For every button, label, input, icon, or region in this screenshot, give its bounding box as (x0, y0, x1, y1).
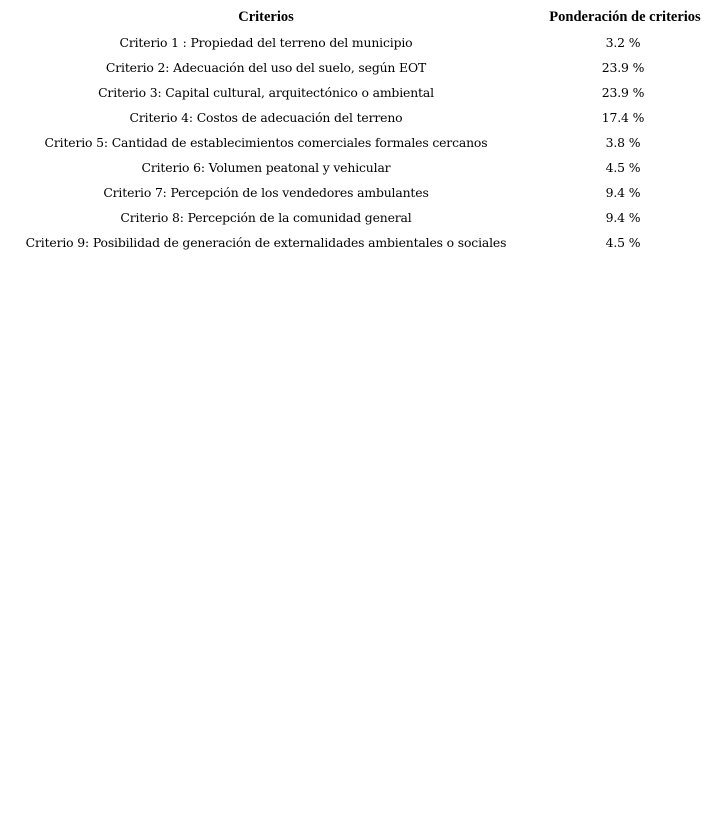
table-row (0, 180, 714, 205)
table-row (0, 55, 714, 80)
weight-cell: 3.8 % (605, 135, 641, 150)
weight-cell: 17.4 % (601, 110, 645, 125)
criterion-cell: Criterio 9: Posibilidad de generación de externalidades ambientales o sociales (25, 235, 507, 250)
table-row (0, 155, 714, 180)
table-row (0, 30, 714, 55)
table-row (0, 205, 714, 230)
criteria-weighting-table (0, 5, 714, 255)
criterion-cell: Criterio 3: Capital cultural, arquitectónico o ambiental (98, 85, 434, 100)
criterion-cell: Criterio 6: Volumen peatonal y vehicular (141, 160, 391, 175)
criterion-cell: Criterio 1 : Propiedad del terreno del municipio (119, 35, 413, 50)
table-row (0, 230, 714, 255)
criterion-cell: Criterio 2: Adecuación del uso del suelo, según EOT (105, 60, 427, 75)
table-row (0, 105, 714, 130)
weight-cell: 4.5 % (605, 160, 641, 175)
weight-cell: 3.2 % (605, 35, 641, 50)
column-header-criterios: Criterios (238, 9, 294, 25)
criterion-cell: Criterio 4: Costos de adecuación del terreno (129, 110, 403, 125)
weight-cell: 9.4 % (605, 185, 641, 200)
criterion-cell: Criterio 7: Percepción de los vendedores ambulantes (103, 185, 429, 200)
weight-cell: 9.4 % (605, 210, 641, 225)
weight-cell: 23.9 % (601, 85, 645, 100)
table-row (0, 130, 714, 155)
weight-cell: 23.9 % (601, 60, 645, 75)
weight-cell: 4.5 % (605, 235, 641, 250)
criterion-cell: Criterio 5: Cantidad de establecimientos comerciales formales cercanos (44, 135, 488, 150)
table-header-row (0, 5, 714, 30)
criterion-cell: Criterio 8: Percepción de la comunidad general (120, 210, 412, 225)
column-header-ponderacion: Ponderación de criterios (549, 9, 701, 25)
table-row (0, 80, 714, 105)
